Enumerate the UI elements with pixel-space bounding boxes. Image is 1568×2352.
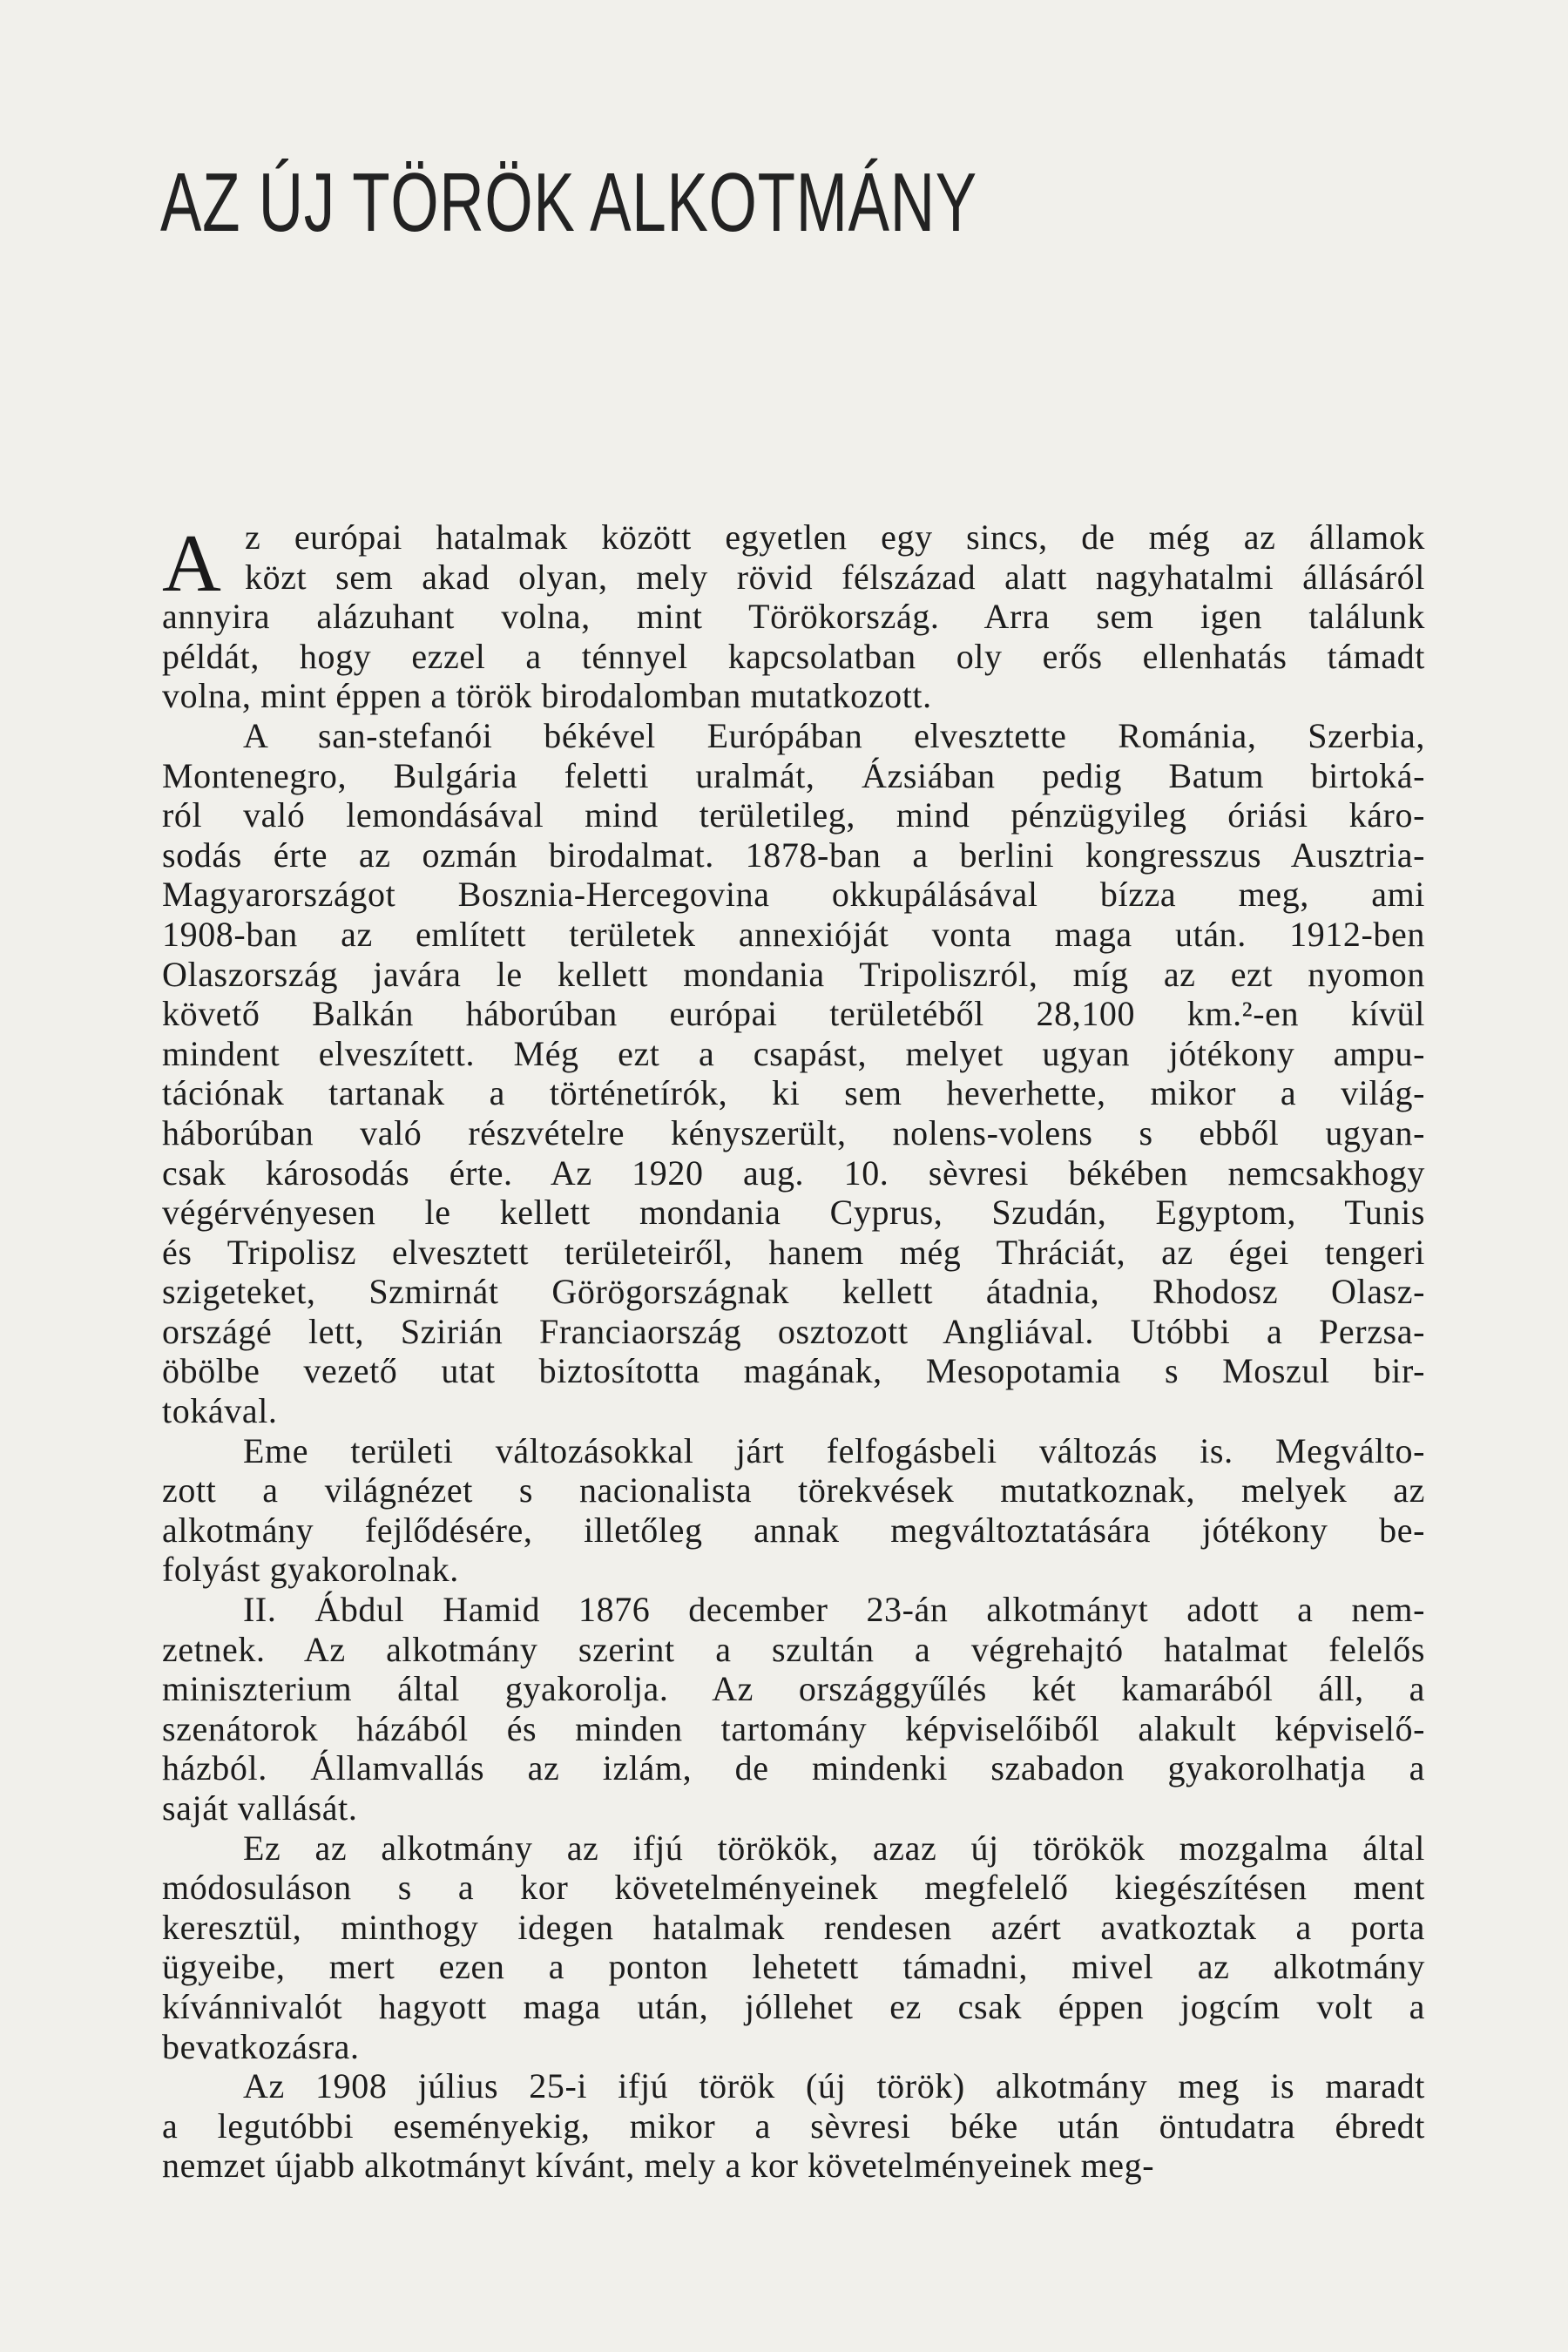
page-title: AZ ÚJ TÖRÖK ALKOTMÁNY (160, 156, 977, 249)
text-line: Montenegro, Bulgária feletti uralmát, Ázsiában pedig Batum birtoká- (162, 755, 1425, 795)
text-line: öbölbe vezető utat biztosította magának, Mesopotamia s Moszul bir- (162, 1351, 1425, 1391)
text-line: bevatkozásra. (162, 2026, 360, 2066)
drop-cap: A (162, 518, 222, 609)
text-line: tációnak tartanak a történetírók, ki sem heverhette, mikor a világ- (162, 1073, 1425, 1113)
text-line: követő Balkán háborúban európai területéből 28,100 km.²-en kívül (162, 994, 1425, 1034)
text-line: sodás érte az ozmán birodalmat. 1878-ban a berlini kongresszus Ausztria- (162, 835, 1425, 875)
article-body (162, 517, 1425, 2186)
text-line: nemzet újabb alkotmányt kívánt, mely a kor követelményeinek meg- (162, 2146, 1155, 2186)
text-line: A san-stefanói békével Európában elvesztette Románia, Szerbia, (243, 715, 1425, 755)
text-line: Ez az alkotmány az ifjú törökök, azaz új törökök mozgalma által (243, 1828, 1425, 1868)
text-line: módosuláson s a kor követelményeinek megfelelő kiegészítésen ment (162, 1868, 1425, 1908)
text-line: végérvényesen le kellett mondania Cyprus, Szudán, Egyptom, Tunis (162, 1193, 1425, 1233)
paragraph (162, 1828, 1425, 2067)
text-line: zetnek. Az alkotmány szerint a szultán a végrehajtó hatalmat felelős (162, 1629, 1425, 1669)
text-line: annyira alázuhant volna, mint Törökország. Arra sem igen találunk (162, 597, 1425, 637)
text-line: csak károsodás érte. Az 1920 aug. 10. sèvresi békében nemcsakhogy (162, 1152, 1425, 1193)
paragraph (162, 517, 1425, 716)
text-line: Az 1908 július 25-i ifjú török (új török) alkotmány meg is maradt (243, 2066, 1425, 2106)
paragraph (162, 716, 1425, 1431)
text-line: házból. Államvallás az izlám, de mindenki szabadon gyakorolhatja a (162, 1748, 1425, 1788)
text-line: háborúban való részvételre kényszerült, nolens-volens s ebből ugyan- (162, 1112, 1425, 1152)
text-line: Magyarországot Bosznia-Hercegovina okkupálásával bízza meg, ami (162, 875, 1425, 915)
text-line: közt sem akad olyan, mely rövid félszázad alatt nagyhatalmi állásáról (245, 557, 1425, 597)
text-line: a legutóbbi eseményekig, mikor a sèvresi béke után öntudatra ébredt (162, 2105, 1425, 2146)
text-line: szenátorok házából és minden tartomány képviselőiből alakult képviselő- (162, 1708, 1425, 1748)
text-line: saját vallását. (162, 1788, 358, 1828)
text-line: Eme területi változásokkal járt felfogásbeli változás is. Megválto- (243, 1430, 1425, 1470)
text-line: miniszterium által gyakorolja. Az országgyűlés két kamarából áll, a (162, 1669, 1425, 1709)
text-line: keresztül, minthogy idegen hatalmak rendesen azért avatkoztak a porta (162, 1907, 1425, 1947)
text-line: Olaszország javára le kellett mondania Tripoliszról, míg az ezt nyomon (162, 954, 1425, 994)
text-line: szigeteket, Szmirnát Görögországnak kellett átadnia, Rhodosz Olasz- (162, 1272, 1425, 1312)
text-line: és Tripolisz elvesztett területeiről, hanem még Thráciát, az égei tengeri (162, 1232, 1425, 1272)
text-line: országé lett, Szirián Franciaország osztozott Angliával. Utóbbi a Perzsa- (162, 1311, 1425, 1351)
text-line: példát, hogy ezzel a ténnyel kapcsolatban oly erős ellenhatás támadt (162, 636, 1425, 676)
paragraph (162, 1431, 1425, 1590)
text-line: 1908-ban az említett területek annexióját vonta maga után. 1912-ben (162, 914, 1425, 954)
text-line: zott a világnézet s nacionalista törekvések mutatkoznak, melyek az (162, 1470, 1425, 1511)
text-line: kívánnivalót hagyott maga után, jóllehet ez csak éppen jogcím volt a (162, 1986, 1425, 2026)
text-line: II. Ábdul Hamid 1876 december 23-án alkotmányt adott a nem- (243, 1590, 1425, 1630)
text-line: alkotmány fejlődésére, illetőleg annak megváltoztatására jótékony be- (162, 1510, 1425, 1550)
text-line: tokával. (162, 1391, 278, 1431)
text-line: volna, mint éppen a török birodalomban mutatkozott. (162, 676, 932, 716)
text-line: z európai hatalmak között egyetlen egy sincs, de még az államok (245, 517, 1425, 557)
text-line: mindent elveszített. Még ezt a csapást, melyet ugyan jótékony ampu- (162, 1033, 1425, 1073)
text-line: ügyeibe, mert ezen a ponton lehetett támadni, mivel az alkotmány (162, 1947, 1425, 1987)
paragraph (162, 1590, 1425, 1828)
text-line: ról való lemondásával mind területileg, mind pénzügyileg óriási káro- (162, 795, 1425, 835)
paragraph (162, 2066, 1425, 2186)
text-line: folyást gyakorolnak. (162, 1550, 459, 1590)
